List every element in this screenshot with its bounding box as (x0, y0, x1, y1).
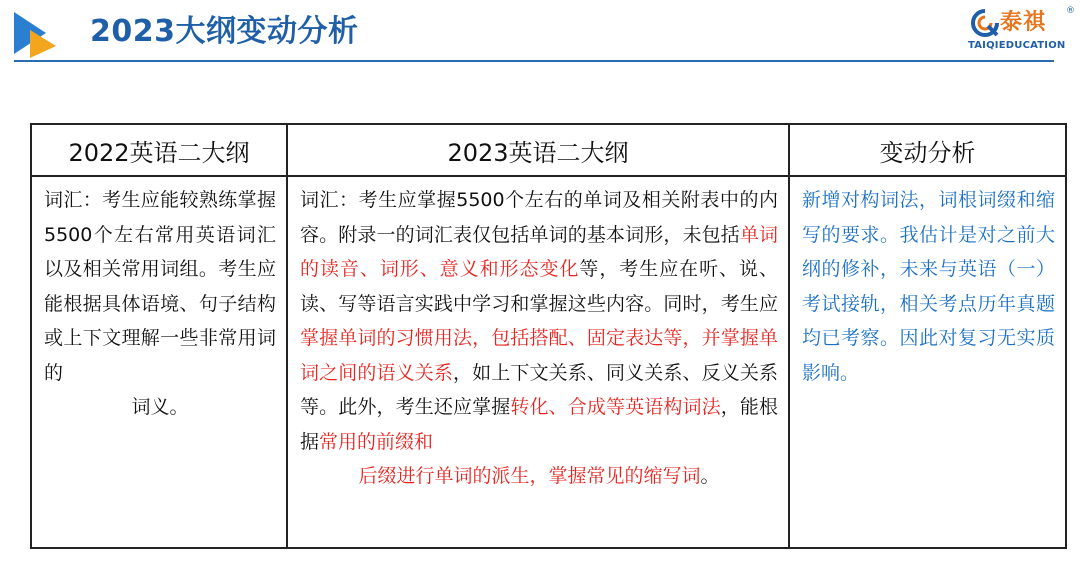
page-title: 2023大纲变动分析 (90, 14, 359, 49)
logo-chinese-text: 泰祺 (1000, 10, 1047, 35)
cell-2023-last-line (300, 459, 778, 494)
cell-2023-highlight-affixes: 常用的前缀和 (319, 430, 434, 453)
slide-header (0, 0, 1080, 64)
table-header-row (31, 124, 1066, 176)
cell-2022-vocabulary (31, 176, 287, 548)
logo-english-text: TAIQIEDUCATION (968, 40, 1066, 51)
cell-2023-seg3: 等，考生应在听、说、读、写等语言实践中学习和掌握这些内容。同时，考生应 (300, 258, 778, 315)
cell-2023-end-punct: 。 (700, 465, 720, 487)
taiqi-logo (966, 4, 1076, 58)
header-divider (14, 60, 1054, 62)
cell-change-analysis: 新增对构词法，词根词缀和缩写的要求。我估计是对之前大纲的修补，未来与英语（一）考试接轨，相关考点历年真题均已考察。因此对复习无实质影响。 (789, 176, 1066, 548)
header-2023-syllabus: 2023英语二大纲 (287, 124, 789, 176)
cell-2022-last-line: 词义。 (131, 396, 189, 418)
header-2022-syllabus: 2022英语二大纲 (31, 124, 287, 176)
cell-2023-seg1: 词汇：考生应掌握5500个左右的单词及相关附表中的内容。附录一的词汇表仅包括单词的基本词形，未包括 (300, 189, 778, 246)
cell-2023-highlight-usage: 掌握单词的习惯用法，包括搭配、固定表达等，并掌握单词之间的语义关系 (300, 327, 778, 384)
logo-registered-mark: ® (1066, 6, 1075, 16)
cell-2023-highlight-derivation: 后缀进行单词的派生，掌握常见的缩写词 (358, 465, 701, 487)
cell-2023-vocabulary (287, 176, 789, 548)
header-change-analysis: 变动分析 (789, 124, 1066, 176)
cell-2022-text: 词汇：考生应能较熟练掌握5500个左右常用英语词汇以及相关常用词组。考生应能根据具体语境、句子结构或上下文理解一些非常用词的 (44, 189, 276, 384)
cell-2023-highlight-word-formation: 转化、合成等英语构词法 (510, 396, 721, 418)
cell-2023-seg7: ，能根据 (300, 396, 778, 453)
table-row (31, 176, 1066, 548)
syllabus-comparison-table (30, 123, 1067, 549)
cell-2023-highlight-forms: 单词的读音、词形、意义和形态变化 (300, 223, 778, 280)
logo-mark-icon (970, 8, 1000, 38)
arrow-icon (14, 8, 58, 58)
cell-2023-seg5: ，如上下文关系、同义关系、反义关系等。此外，考生还应掌握 (300, 361, 778, 418)
